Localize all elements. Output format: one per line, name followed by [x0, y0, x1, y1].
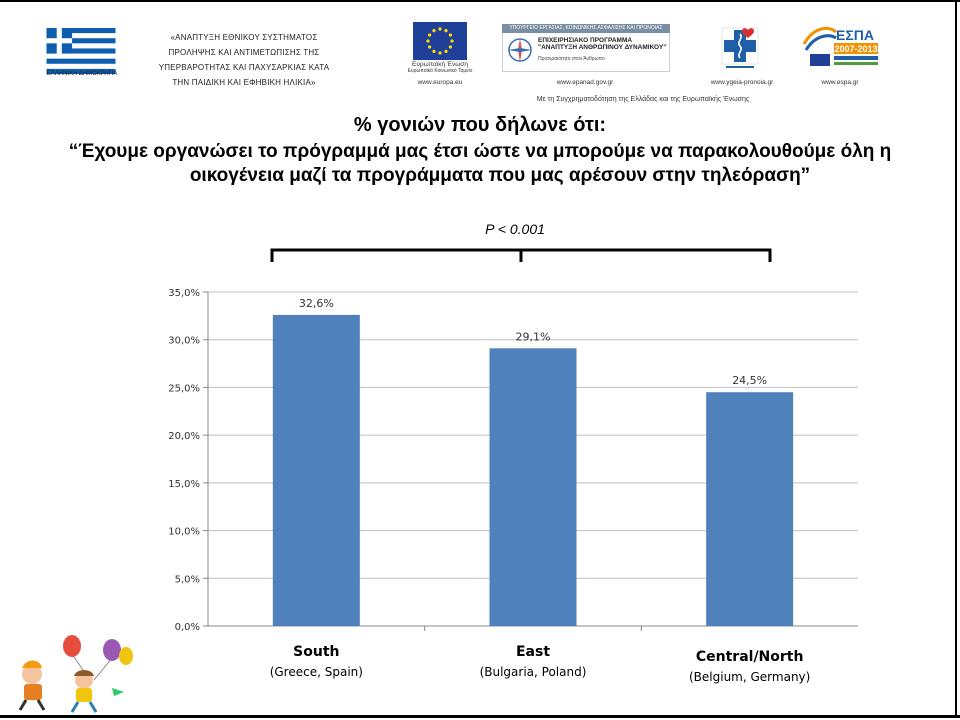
data-label: 29,1%	[515, 330, 551, 344]
y-tick-label: 15,0%	[168, 478, 200, 490]
op-title-line: ΕΠΙΧΕΙΡΗΣΙΑΚΟ ΠΡΟΓΡΑΜΜΑ	[538, 37, 633, 44]
op-url: www.epanad.gov.gr	[556, 79, 614, 86]
y-tick-label: 5,0%	[174, 574, 200, 586]
y-tick-label: 10,0%	[168, 526, 200, 538]
category-sublabel: (Belgium, Germany)	[688, 670, 811, 684]
flag-caption: ΕΛΛΗΝΙΚΗ ΔΗΜΟΚΡΑΤΙΑ	[46, 71, 118, 77]
eu-caption-sub: Ευρωπαϊκό Κοινωνικό Ταμείο	[407, 68, 473, 74]
y-tick-label: 20,0%	[168, 431, 200, 443]
category-label: Central/North	[695, 649, 804, 665]
p-value-label: P < 0.001	[485, 221, 545, 237]
y-tick-label: 25,0%	[168, 383, 200, 395]
op-title-line: "ΑΝΑΠΤΥΞΗ ΑΝΘΡΩΠΙΝΟΥ ΔΥΝΑΜΙΚΟΥ"	[538, 44, 667, 51]
data-label: 32,6%	[298, 296, 334, 310]
bar	[706, 392, 793, 626]
program-line: ΠΡΟΛΗΨΗΣ ΚΑΙ ΑΝΤΙΜΕΤΩΠΙΣΗΣ ΤΗΣ	[168, 48, 320, 57]
category-sublabel: (Bulgaria, Poland)	[479, 665, 587, 679]
cofunding-note: Με τη Συγχρηματοδότηση της Ελλάδας και της Ευρωπαϊκής Ένωσης	[536, 96, 750, 103]
slide-quote-line: “Έχουμε οργανώσει το πρόγραμμά μας έτσι ώστε να μπορούμε να παρακολουθούμε όλη η	[68, 141, 892, 162]
bar	[490, 348, 577, 626]
category-label: East	[515, 644, 551, 660]
category-sublabel: (Greece, Spain)	[269, 665, 363, 679]
slide-title: % γονιών που δήλωνε ότι:	[353, 114, 607, 136]
espa-word: ΕΣΠΑ	[836, 27, 874, 43]
espa-years: 2007-2013	[834, 44, 878, 54]
program-line: «ΑΝΑΠΤΥΞΗ ΕΘΝΙΚΟΥ ΣΥΣΤΗΜΑΤΟΣ	[170, 33, 318, 42]
y-tick-label: 0,0%	[174, 622, 200, 633]
espa-url: www.espa.gr	[821, 79, 859, 86]
eu-caption-main: Ευρωπαϊκή Ένωση	[412, 61, 468, 68]
significance-bracket	[272, 250, 770, 262]
data-label: 24,5%	[732, 374, 768, 388]
program-line: ΥΠΕΡΒΑΡΟΤΗΤΑΣ ΚΑΙ ΠΑΧΥΣΑΡΚΙΑΣ ΚΑΤΑ	[158, 63, 330, 72]
y-tick-label: 30,0%	[168, 335, 200, 347]
y-tick-label: 35,0%	[168, 288, 200, 299]
children-balloons-icon	[2, 630, 140, 714]
health-url: www.ygeia-pronoia.gr	[710, 79, 774, 86]
op-subtitle: Προτεραιότητα στον Άνθρωπο	[538, 56, 605, 62]
category-label: South	[293, 644, 340, 660]
bar	[273, 315, 360, 626]
eu-url: www.europa.eu	[417, 79, 463, 86]
program-line: ΤΗΝ ΠΑΙΔΙΚΗ ΚΑΙ ΕΦΗΒΙΚΗ ΗΛΙΚΙΑ»	[172, 78, 316, 87]
op-header: ΥΠΟΥΡΓΕΙΟ ΕΡΓΑΣΙΑΣ, ΚΟΙΝΩΝΙΚΗΣ ΑΣΦΑΛΙΣΗΣ ΚΑΙ ΠΡΟΝΟΙΑΣ	[502, 24, 670, 33]
slide-quote-line: οικογένεια μαζί τα προγράμματα που μας αρέσουν στην τηλεόραση”	[189, 165, 811, 186]
